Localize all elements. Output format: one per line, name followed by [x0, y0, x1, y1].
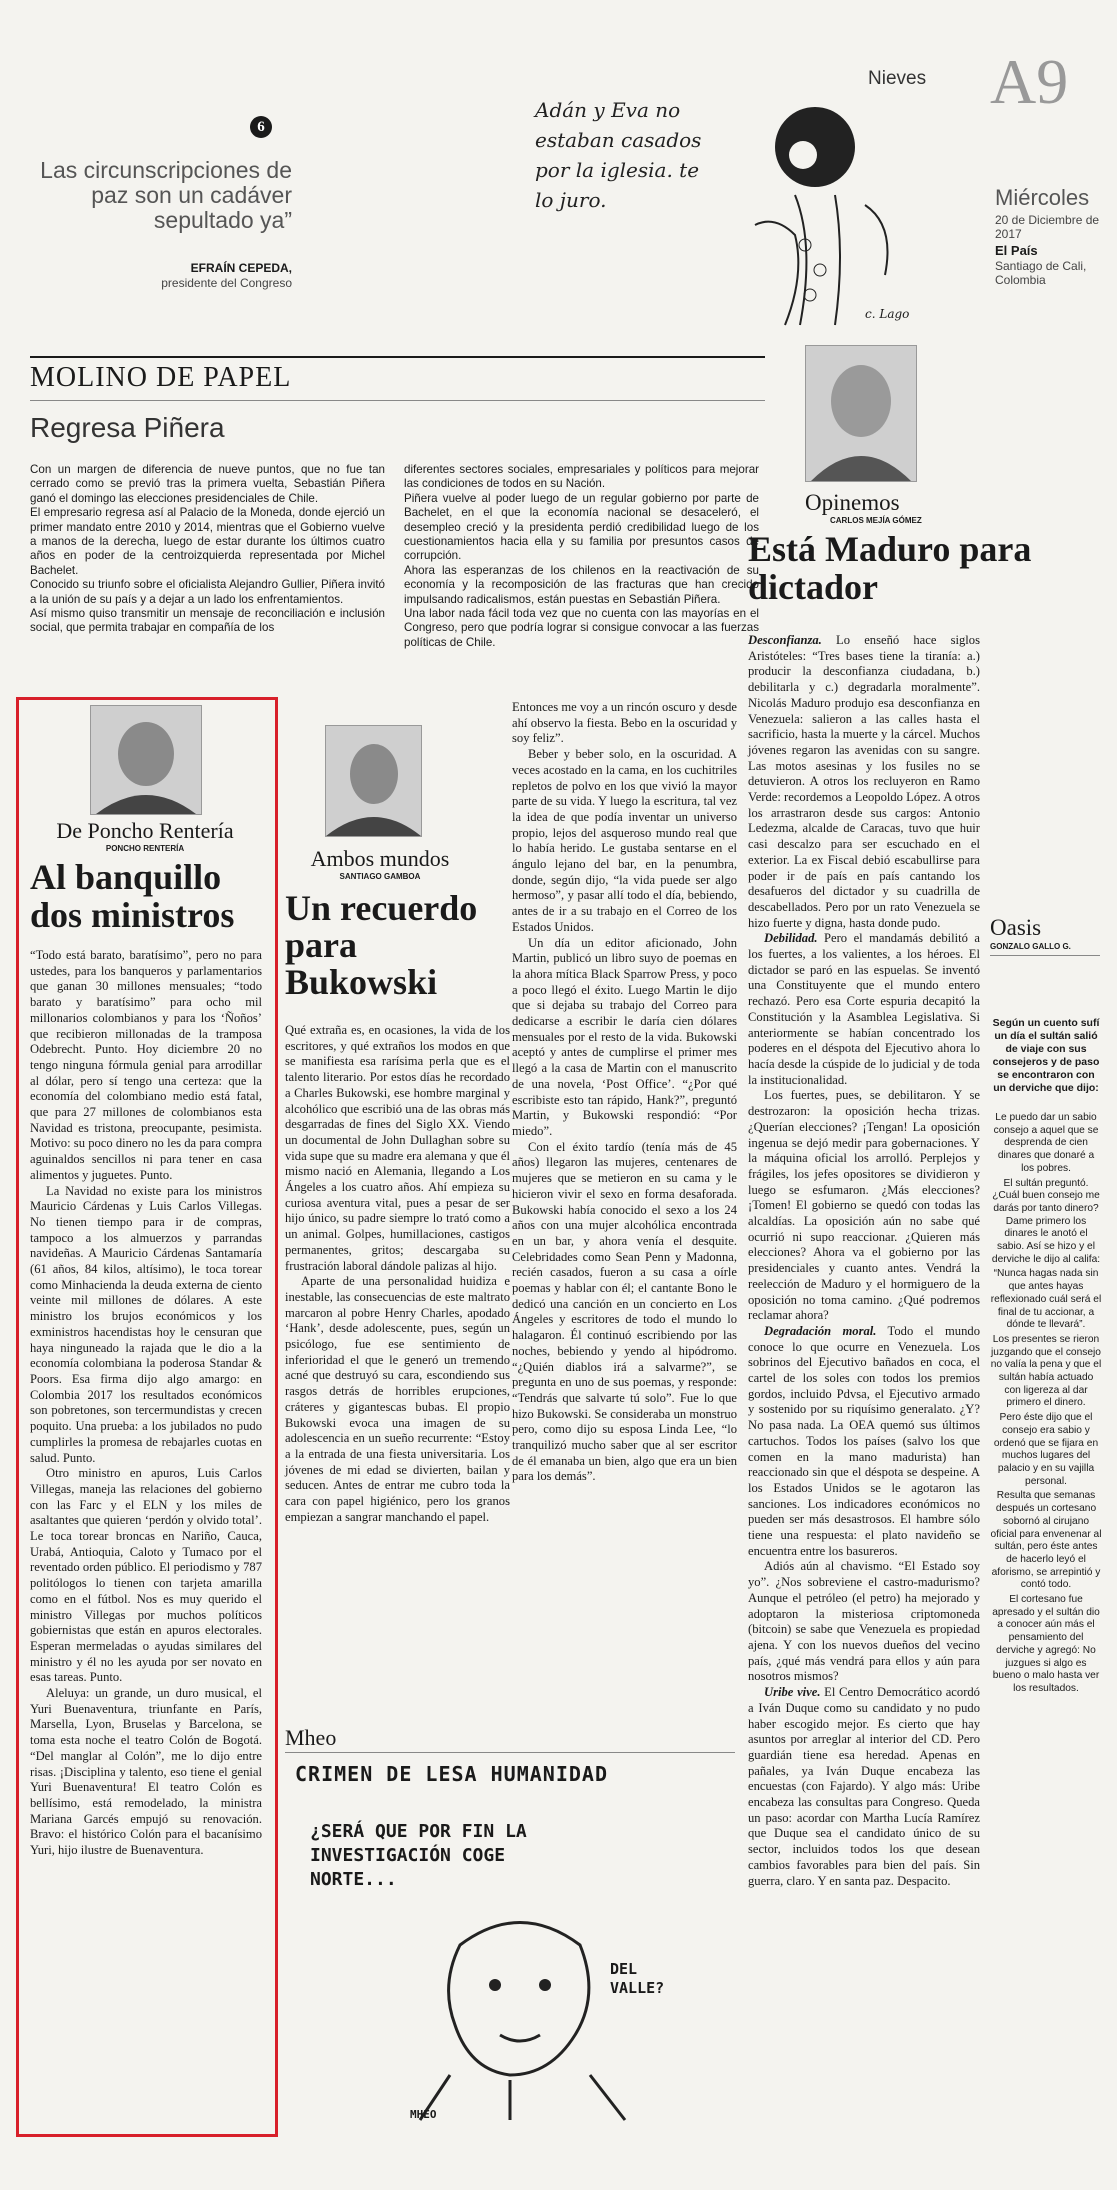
paragraph [748, 1685, 980, 1889]
paragraph: El sultán preguntó. ¿Cuál buen consejo me darás por tanto dinero? Dame primero los dinares le anotó el sabio. Así se hizo y el derviche le dijo al califa: [991, 1177, 1101, 1265]
oasis-intro: Según un cuento sufí un día el sultán salió de viaje con sus consejeros y de paso se encontraron con un derviche que dijo: [992, 1017, 1100, 1094]
column-author: CARLOS MEJÍA GÓMEZ [830, 516, 922, 525]
paragraph-text: El Centro Democrático acordó a Iván Duque como su candidato y no pudo haber escogido mejor. Es cierto que hay asuntos por arreglar al interior del CD. Pero guardián tiene esa heredad. Apenas en pañales, ya Iván Duque encabeza las encuestas (con Fajardo). Y algo más: Uribe encabeza las consultas para Congreso. Queda un paso: acordar con Martha Lucía Ramírez que Duque sea el candidato único de su sector, incluidos todos los que desean cambios favorables para bien del país. Sin guerra, claro. Y en santa paz. Despacito. [748, 1685, 980, 1888]
headline: Al banquillo dos ministros [30, 857, 235, 935]
paragraph: Con un margen de diferencia de nueve puntos, que no fue tan cerrado como se previó tras la primera vuelta, Sebastián Piñera ganó el domingo las elecciones presidenciales de Chile. [30, 463, 385, 505]
paragraph: Le puedo dar un sabio consejo a aquel que se desprenda de cien dinares que donaré a los pobres. [993, 1112, 1099, 1174]
author-photo-poncho [90, 705, 202, 815]
article-body-opinemos [748, 633, 980, 1889]
column-name: Oasis [990, 915, 1042, 940]
paragraph: Así mismo quiso transmitir un mensaje de reconciliación e inclusión social, que permita trabajar en compañía de los [30, 607, 385, 635]
masthead-date: 20 de Diciembre de 2017 [995, 213, 1100, 241]
paragraph [748, 633, 980, 931]
paragraph: Ahora las esperanzas de los chilenos en la reactivación de su economía y la recomposición de las fracturas que han crecido impulsando radicalismos, están puestas en Sebastián Piñera. [404, 563, 759, 606]
rule [30, 356, 765, 358]
article-body-ambos-col-2 [512, 700, 737, 1485]
masthead-day: Miércoles [995, 185, 1090, 210]
editorial-headline: Regresa Piñera [30, 412, 225, 443]
rule [30, 400, 765, 401]
masthead-paper: El País [995, 243, 1038, 258]
masthead-city: Santiago de Cali, Colombia [995, 259, 1087, 287]
paragraph: Pero éste dijo que el consejo era sabio y ordenó que se fijara en muchos lugares del palacio y en su vajilla personal. [993, 1412, 1099, 1487]
paragraph: diferentes sectores sociales, empresariales y políticos para mejorar las condiciones de todos en su Nación. [404, 463, 759, 491]
cartoon-reply: DEL VALLE? [610, 1960, 665, 1997]
paragraph: El cortesano fue apresado y el sultán dio a conocer aún más el pensamiento del derviche y agregó: No juzgues si algo es bueno o malo hasta ver los resultados. [992, 1594, 1100, 1694]
paragraph-lead: Desconfianza. [748, 633, 822, 647]
cartoon-signature: c. Lago [865, 307, 910, 321]
quote-author: EFRAÍN CEPEDA, [190, 261, 292, 275]
paragraph-text: Adiós aún al chavismo. “El Estado soy yo”. ¿Nos sobreviene el castro-madurismo? Aunque el petróleo (el petro) ha mejorado y adoptaron la misteriosa criptomoneda (bitcoin) se sabe que Venezuela es propiedad ajena. Y con los nuevos dueños del vecino país, ¿qué más vendrá para ellos y aún para nosotros mismos? [748, 1559, 980, 1684]
paragraph: Conocido su triunfo sobre el oficialista Alejandro Gullier, Piñera invitó a la unión de su país y a dejar a un lado los enfrentamientos. [30, 578, 385, 606]
cartoon-title: CRIMEN DE LESA HUMANIDAD [295, 1762, 608, 1786]
paragraph: Aparte de una personalidad huidiza e inestable, las consecuencias de este maltrato marcaron al pobre Henry Charles, apodado ‘Hank’, desde adolescente, pues, según un psicólogo, fue ese sentimiento de inferioridad el que le generó un tremendo acné que destruyó su cara, escondiendo sus rasgos detrás de horribles erupciones, cráteres y gigantescas bubas. El propio Bukowski evoca una imagen de su adolescencia en un sueño recurrente: “Estoy a la entrada de una fiesta universitaria. Los jóvenes de mi edad se divierten, bailan y seducen. Antes de entrar me cubro toda la cara con papel higiénico, pero los granos empiezan a sangrar manchando el papel. [285, 1274, 510, 1524]
quote-mark-icon: 6 [250, 116, 272, 138]
article-body-poncho [30, 948, 262, 1859]
paragraph [748, 1324, 980, 1560]
page-number: A9 [990, 46, 1069, 117]
cartoon-bubble: ¿SERÁ QUE POR FIN LA INVESTIGACIÓN COGE NORTE... [310, 1821, 527, 1890]
cartoon-top [535, 95, 935, 335]
author-photo-carlos [805, 345, 917, 482]
paragraph-text: Todo el mundo conoce lo que ocurre en Venezuela. Los sobrinos del Ejecutivo bañados en coca, el cartel de los soles con todos los premios gordos, incluido Pdvsa, el Ejecutivo armado y sostenido por su riquísimo generalato. ¿Y? No pasa nada. La OEA quemó sus últimos cartuchos. Todos los países (salvo los que comen en la mano madurista) han reaccionado sin que el déspota se despeine. A los Estados Unidos se le agotaron las sanciones. Los indicadores económicos no pueden ser más desastrosos. El hambre sólo tiene una respuesta: el plato navideño se encuentra entre los basureros. [748, 1323, 980, 1558]
paragraph-text: Pero el mandamás debilitó a los fuertes, a los valientes, a los héroes. El dictador se paró en las espuelas. Se inventó una Constituyente que el mundo entero rechazó. Pero esa Corte espuria decapitó la Constitución y la Asamblea Legislativa. Si anteriormente se habían concentrado los poderes en el déspota del Ejecutivo ahora lo hacía desde la cúspide de lo judicial y de toda la institucionalidad. [748, 931, 980, 1087]
column-author: GONZALO GALLO G. [990, 942, 1071, 951]
quote-text: Las circunscripciones de paz son un cadáver sepultado ya” [40, 157, 292, 233]
paragraph: Con el éxito tardío (tenía más de 45 años) llegaron las mujeres, centenares de mujeres que se metieron en su cama y le hicieron vivir el sexo en forma desaforada. Bukowski había conocido el sexo a los 24 años con una mujer alcohólica encontrada en un bar, y ahora venía el desquite. Celebridades como Sean Penn y Madonna, recién casados, fueron a su casa a oírle poemas y hablar con él; el cantante Bono le dedicó una canción en un concierto en Los Ángeles y escritores de todo el mundo lo halagaron. Él continuó escribiendo por las noches, bebiendo y yendo al hipódromo. “¿Quién diablos irá a salvarme?”, se pregunta en uno de sus poemas, y responde: “Tendrás que salvarte tú solo”. Fue lo que hizo Bukowski. Se consideraba un monstruo pero, como dijo su esposa Linda Lee, “lo tranquilizó mucho saber que al ser escritor de él emanaba un bien, algo que era un bien para los demás”. [512, 1139, 737, 1484]
article-body-ambos-col-1 [285, 1023, 510, 1526]
author-photo-santiago [325, 725, 422, 837]
cartoon-handwriting: Adán y Eva no estaban casados por la iglesia. te lo juro. [535, 98, 702, 212]
column-author: SANTIAGO GAMBOA [339, 872, 421, 881]
paragraph: La Navidad no existe para los ministros Mauricio Cárdenas y Luis Carlos Villegas. No tienen tiempo para ir de compras, tampoco a los almuerzos y parrandas navideñas. A Mauricio Cárdenas Santamaría (61 años, 84 kilos, altísimo), le toca torear como Minhacienda la deuda externa de ciento veinte mil millones de dólares. A este ministro los brujos económicos y los exministros hacendistas hoy le censuran que haya ninguneado la rajada que le dio a la economía colombiana la poderosa Standar & Poors. Esa firma dijo algo amargo: en Colombia 2017 los resultados económicos son pobretones, son tercermundistas y crecen poquito. Una prueba: a los jubilados no pudo cumplirles la promesa de rebajarles cuotas en salud. Punto. [30, 1183, 262, 1465]
column-name: De Poncho Rentería [56, 818, 234, 843]
paragraph-text: Los fuertes, pues, se debilitaron. Y se destrozaron: la oposición hecha trizas. ¿Querían elecciones? ¡Tengan! La oposición ingenua se dejó medir para gobernaciones. Y la máquina oficial los arrolló. Perplejos y frágiles, los jefes opositores se dividieron y luego se esfumaron. ¿Más elecciones? ¡Tomen! El gobierno se quedó con todas las alcaldías. La oposición aún no sabe qué ocurrió ni supo reaccionar. ¿Quieren más elecciones? Ahora va el gobierno por las presidenciales y cuanto antes. Vendrá la reelección de Maduro y el hormiguero de la oposición no toma camino. ¿Qué podremos reclamar ahora? [748, 1088, 980, 1323]
paragraph: Otro ministro en apuros, Luis Carlos Villegas, maneja las relaciones del gobierno con las Farc y el ELN y los miles de asaltantes que quieren ‘perdón y olvido total’. Le toca torear broncas en Nariño, Cauca, Urabá, Antioquia, Caloto y Tumaco por el reventado orden público. El periodismo y 787 politólogos lo tienen con tarjeta amarilla como en el fútbol. Nos es muy querido el ministro Villegas por muchos políticos gobiernistas que están en apuros electorales. Esperan mermeladas o ayudas similares del ministro y él no les ayuda por ser novato en esas tareas. Punto. [30, 1466, 262, 1685]
column-author: PONCHO RENTERÍA [105, 844, 185, 853]
paragraph: “Nunca hagas nada sin que antes hayas reflexionado cuál será el final de tu accionar, a dónde te llevará”. [990, 1268, 1102, 1331]
paragraph: Una labor nada fácil toda vez que no cuenta con las mayorías en el Congreso, pero que podría lograr si consigue convocar a las fuerzas políticas de Chile. [404, 607, 759, 649]
headline: Un recuerdo para Bukowski [285, 888, 478, 1002]
paragraph [748, 1559, 980, 1685]
rule [990, 955, 1100, 956]
column-name: Opinemos [805, 490, 900, 515]
cartoon-signature: MHEO [410, 2108, 437, 2121]
paragraph: Los presentes se rieron juzgando que el consejo no valía la pena y que el sultán había actuado con ligereza al dar primero el dinero. [990, 1333, 1102, 1409]
column-name: Ambos mundos [310, 846, 450, 871]
quote-role: presidente del Congreso [161, 276, 292, 290]
rule [285, 1752, 735, 1753]
paragraph: “Todo está barato, baratísimo”, pero no para ustedes, para los banqueros y parlamentarios que ganan 30 millones mensuales; “todo barato y baratísimo” para ocho mil millonarios colombianos y para los ‘Ñoños’ que recibieron millonadas de la tramposa Odebrecht. Punto. Hoy diciembre 20 no tengo ninguna fórmula genial para arrodillar al dólar, pero sí tengo una certeza: que la economía del colombiano medio está fatal, que para 27 millones de colombianos esta Navidad es tristona, preocupante, pesimista. Motivo: su poco dinero no les da para compra aguinaldos sencillos ni para tener en casa alimentos y juguetes. Punto. [30, 948, 262, 1182]
paragraph: Resulta que semanas después un cortesano sobornó al cirujano oficial para envenenar al sultán, pero éste antes de hacerlo leyó el aforismo, se arrepintió y contó todo. [990, 1490, 1102, 1591]
cartoon-figures [695, 95, 935, 335]
paragraph: Beber y beber solo, en la oscuridad. A veces acostado en la cama, en los cuchitriles repletos de polvo en los que vivió la mayor parte de su vida. Y luego la escritura, tal vez la idea de que podía inventar un universo propio, lejos del asqueroso mundo real que lo había herido. Le gustaba sentarse en el ángulo lejano del bar, en la penumbra, donde, según dijo, “la vida puede ser algo hermoso”, y pasar allí todo el día, bebiendo, antes de ir a su trabajo en el Correo de los Estados Unidos. [512, 747, 737, 934]
section-title: MOLINO DE PAPEL [30, 362, 292, 393]
headline: Está Maduro para dictador [748, 529, 1032, 607]
paragraph: El empresario regresa así al Palacio de la Moneda, donde ejerció un primer mandato entre 2010 y 2014, mientras que el Gobierno vuelve a manos de la derecha, luego de estar durante los últimos cuatro años en poder de la centroizquierda representada por Michel Bachelet. [30, 506, 385, 577]
paragraph [748, 1088, 980, 1324]
article-body-oasis [990, 1112, 1102, 1696]
paragraph-lead: Uribe vive. [764, 1685, 821, 1700]
paragraph: Un día un editor aficionado, John Martin, publicó un libro suyo de poemas en la ahora mítica Black Sparrow Press, y poco a poco llegó el éxito. Luego Martin le dijo que si dejaba su trabajo del Correo para dedicarse a escribir le daría cien dólares mensuales por el resto de la vida. Bukowski aceptó y antes de cumplirse el primer mes llegó a la casa de Martin con el manuscrito de una novela, ‘Post Office’. “¿Por qué escribiste esto tan rápido, Hank?”, preguntó Martin, y Bukowski respondió: “Por miedo”. [512, 935, 737, 1138]
paragraph: Entonces me voy a un rincón oscuro y desde ahí observo la fiesta. Bebo en la oscuridad y soy feliz”. [512, 700, 737, 746]
section-label: Nieves [868, 68, 927, 89]
cartoon-caricature [400, 1905, 640, 2125]
paragraph [748, 931, 980, 1088]
paragraph: Piñera vuelve al poder luego de un regular gobierno por parte de Bachelet, en el que la economía nacional se desaceleró, el desempleo creció y la presidenta perdió credibilidad luego de los cuestionamientos hacia ella y su familia por presuntos casos de corrupción. [404, 491, 759, 563]
editorial-col-2 [404, 463, 759, 650]
paragraph: Qué extraña es, en ocasiones, la vida de los escritores, y qué extraños los modos en que se manifiesta esa rarísima perla que es el talento literario. Por estos días he recordado a Charles Bukowski, ese hombre marginal y alcohólico que escribió una de las obras más desgarradas de fines del Siglo XX. Viendo un documental de John Dullaghan sobre su vida supe que su madre era alemana y que él mismo nació en Alemania, llegando a Los Ángeles a los cuatro años. Ahí empieza su curiosa aventura vital, pues a pesar de ser hijo único, su padre siempre lo trató como a un animal. Golpes, humillaciones, castigos permanentes, gritos; descargaba su frustración laboral dándole palizas al hijo. [285, 1023, 510, 1273]
paragraph-lead: Debilidad. [764, 931, 818, 946]
editorial-col-1 [30, 463, 385, 636]
paragraph-lead: Degradación moral. [764, 1323, 877, 1338]
paragraph-text: Lo enseñó hace siglos Aristóteles: “Tres bases tiene la tiranía: a.) producir la desconfianza ciudadana, b.) debilitarla y c.) degradarla moralmente”. Nicolás Maduro produjo esa desconfianza en Venezuela: salieron a las calles hasta el sacrificio, hasta la muerte y la cárcel. Muchos jóvenes regaron las avenidas con su sangre. Las motos asesinas y los fusiles no se detuvieron. A otros los recluyeron en Ramo Verde: recordemos a Leopoldo López. A otros los arrastraron desde sus cargos: Antonio Ledezma, alcalde de Caracas, tuvo que huir casi descalzo para ser escuchado en el exterior. La ex Fiscal debió escabullirse para poder ir de país en país cantando los desafueros del dictador y su cuadrilla de descabellados. Pero por un rato Venezuela se hizo fuerte y digna, hasta donde pudo. [748, 633, 980, 930]
paragraph: Aleluya: un grande, un duro musical, el Yuri Buenaventura, triunfante en París, Marsella, Lyon, Bruselas y Barcelona, se toma esta noche el teatro Colón de Bogotá. “Del manglar al Colón”, me lo dijo entre risas. ¡Disciplina y talento, eso tiene el genial Yuri Buenaventura! El teatro Colón es bellísimo, está remodelado, la ministra Mariana Garcés empujó su renovación. Bravo: el histórico Colón para el bacanísimo Yuri, hijo ilustre de Buenaventura. [30, 1686, 262, 1858]
column-name: Mheo [285, 1725, 337, 1750]
